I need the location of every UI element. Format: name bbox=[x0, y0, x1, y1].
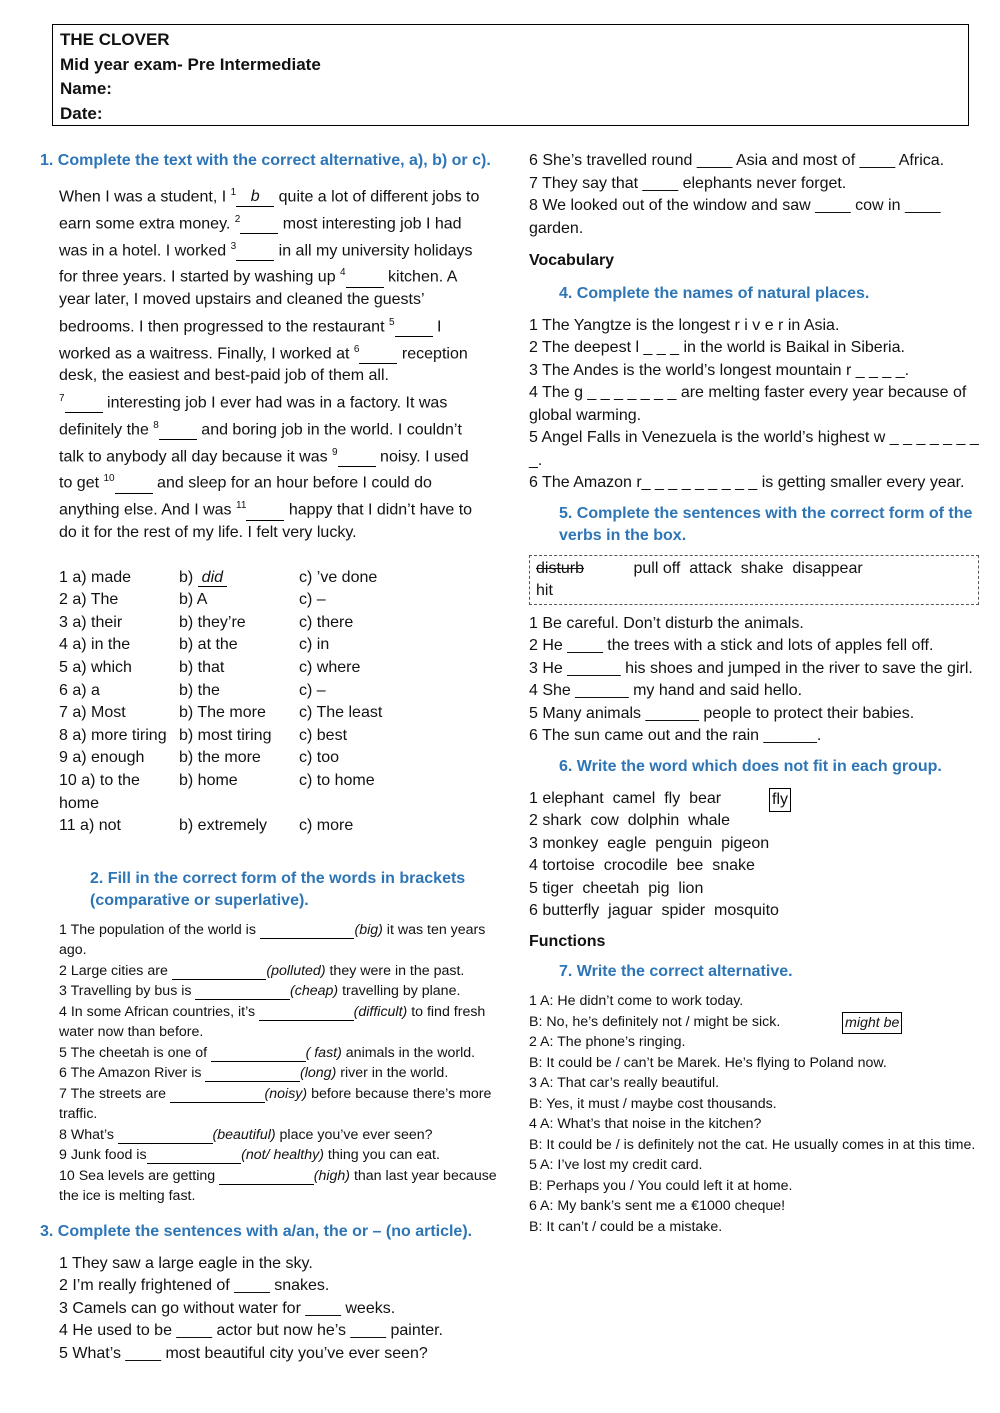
option-c: c) – bbox=[299, 681, 326, 699]
left-column bbox=[40, 150, 510, 1365]
exercise-item: 8 We looked out of the window and saw ____ cow in ____ garden. bbox=[529, 197, 941, 237]
exercise-item: 1 The Yangtze is the longest r i v e r in Asia. bbox=[529, 316, 840, 334]
exercise-item: 7 The streets are (noisy) before because there’s more traffic. bbox=[59, 1085, 492, 1123]
answer: did bbox=[198, 569, 227, 587]
exercise-item: 3 monkey eagle penguin pigeon bbox=[529, 834, 770, 852]
option-b: b) extremely bbox=[179, 817, 268, 835]
verb-list: pull off attack shake disappear bbox=[633, 559, 863, 577]
bracket-hint: (not/ healthy) bbox=[241, 1147, 324, 1164]
section-5-list bbox=[529, 613, 979, 748]
gap-blank bbox=[115, 475, 153, 494]
verb-hit: hit bbox=[536, 581, 553, 599]
exercise-item: 6 butterfly jaguar spider mosquito bbox=[529, 902, 779, 919]
option-c: c) ’ve done bbox=[299, 568, 378, 586]
blank bbox=[147, 1147, 242, 1164]
bracket-hint: (high) bbox=[313, 1167, 350, 1184]
gap-number: 2 bbox=[234, 213, 241, 225]
school-name: THE CLOVER bbox=[60, 30, 170, 49]
option-a: 2 a) The bbox=[59, 591, 119, 609]
bracket-hint: (polluted) bbox=[266, 962, 326, 979]
gap-blank bbox=[346, 269, 384, 288]
blank bbox=[211, 1045, 306, 1062]
option-a: 11 a) not bbox=[59, 817, 121, 835]
gap-number: 7 bbox=[59, 392, 65, 404]
exercise-item: 6 The sun came out and the rain ______. bbox=[529, 727, 822, 744]
option-c: c) to home bbox=[299, 771, 375, 789]
exercise-item: 6 The Amazon r_ _ _ _ _ _ _ _ _ is getting smaller every year. bbox=[529, 474, 965, 491]
gap-number: 8 bbox=[153, 419, 159, 431]
text-line: year later, I moved upstairs and cleaned the guests’ bbox=[59, 291, 425, 309]
section-1-text bbox=[40, 182, 510, 545]
date-label: Date: bbox=[60, 103, 103, 123]
option-row bbox=[59, 747, 510, 770]
gap-blank: b bbox=[236, 188, 274, 207]
section-3-list bbox=[40, 1253, 510, 1366]
exam-header bbox=[52, 24, 969, 126]
option-c: c) there bbox=[299, 613, 354, 631]
gap-number: 9 bbox=[332, 446, 338, 458]
option-c: c) in bbox=[299, 636, 330, 654]
text-line: definitely the $^8$ and boring job in the world. I couldn’t bbox=[59, 419, 462, 439]
gap-number: 11 bbox=[236, 500, 247, 512]
option-a: 8 a) more tiring bbox=[59, 726, 167, 744]
bracket-hint: (noisy) bbox=[264, 1085, 308, 1102]
gap-blank bbox=[65, 394, 103, 413]
text-line: do it for the rest of my life. I felt very lucky. bbox=[59, 524, 357, 542]
exercise-item: B: It could be / can’t be Marek. He’s flying to Poland now. bbox=[529, 1054, 887, 1071]
exercise-item: 6 A: My bank’s sent me a €1000 cheque! bbox=[529, 1198, 786, 1214]
text-line: bedrooms. I then progressed to the restaurant $^5$ I bbox=[59, 316, 442, 336]
option-c: c) – bbox=[299, 591, 326, 609]
blank bbox=[172, 963, 267, 980]
option-c: c) too bbox=[299, 749, 340, 767]
exercise-item: 5 tiger cheetah pig lion bbox=[529, 879, 704, 897]
option-b: b) at the bbox=[179, 636, 238, 654]
exercise-item: 10 Sea levels are getting (high) than last year because the ice is melting fast. bbox=[59, 1167, 497, 1205]
option-b: b) The more bbox=[179, 704, 266, 722]
exercise-item: B: Perhaps you / You could left it at home. bbox=[529, 1177, 793, 1194]
text-line: $^7$ interesting job I ever had was in a factory. It was bbox=[59, 392, 448, 412]
option-row bbox=[59, 725, 510, 748]
exercise-item: 5 The cheetah is one of ( fast) animals in the world. bbox=[59, 1044, 476, 1061]
exercise-item: 6 She’s travelled round ____ Asia and most of ____ Africa. bbox=[529, 152, 945, 169]
section-6-title: 6. Write the word which does not fit in each group. bbox=[559, 757, 942, 775]
option-row bbox=[59, 680, 510, 703]
exercise-item: 7 They say that ____ elephants never forget. bbox=[529, 174, 847, 192]
section-7-list bbox=[529, 991, 979, 1237]
section-1-options bbox=[40, 567, 510, 838]
text-line: desk, the easiest and best-paid job of them all. bbox=[59, 367, 389, 385]
exercise-item: 3 A: That car’s really beautiful. bbox=[529, 1075, 720, 1091]
option-b: b) A bbox=[179, 591, 208, 609]
section-3-list-continued bbox=[529, 150, 979, 240]
blank bbox=[259, 1004, 354, 1021]
option-b: b) the more bbox=[179, 749, 261, 767]
exercise-item: 4 In some African countries, it’s (difficult) to find fresh water now than before. bbox=[59, 1003, 486, 1041]
gap-number: 10 bbox=[103, 473, 115, 485]
option-a: 10 a) to the home bbox=[59, 771, 140, 812]
section-7-title: 7. Write the correct alternative. bbox=[559, 963, 793, 980]
option-a: 5 a) which bbox=[59, 658, 132, 676]
option-row bbox=[59, 612, 510, 635]
name-label: Name: bbox=[60, 79, 112, 98]
gap-blank bbox=[236, 242, 274, 261]
text-line: for three years. I started by washing up $^4$ kitchen. A bbox=[59, 267, 458, 286]
exercise-item: 2 The deepest l _ _ _ in the world is Baikal in Siberia. bbox=[529, 339, 905, 356]
section-4-title: 4. Complete the names of natural places. bbox=[559, 284, 870, 302]
exercise-item: 4 She ______ my hand and said hello. bbox=[529, 682, 803, 699]
exercise-item: 3 Camels can go without water for ____ weeks. bbox=[59, 1299, 396, 1317]
option-row bbox=[59, 815, 510, 838]
option-b: b) they’re bbox=[179, 613, 246, 631]
exercise-item: 1 A: He didn’t come to work today. bbox=[529, 993, 744, 1009]
blank bbox=[260, 922, 355, 939]
exercise-item: B: Yes, it must / maybe cost thousands. bbox=[529, 1095, 777, 1112]
exercise-item: 8 What’s (beautiful) place you’ve ever seen? bbox=[59, 1126, 433, 1143]
option-row bbox=[59, 702, 510, 725]
answer-box: fly bbox=[769, 788, 791, 813]
exercise-item: B: It can’t / could be a mistake. bbox=[529, 1218, 723, 1235]
option-c: c) more bbox=[299, 817, 354, 835]
exercise-item: 2 shark cow dolphin whale bbox=[529, 812, 730, 829]
bracket-hint: (long) bbox=[300, 1065, 337, 1082]
exercise-item: 1 The population of the world is (big) it was ten years ago. bbox=[59, 921, 486, 959]
gap-blank bbox=[359, 345, 397, 364]
exercise-item: 2 Large cities are (polluted) they were in the past. bbox=[59, 962, 465, 979]
verb-struck: disturb bbox=[536, 559, 585, 577]
exercise-item: 4 The g _ _ _ _ _ _ _ are melting faster every year because of global warming. bbox=[529, 384, 967, 424]
text-line: earn some extra money. $^2$ most interesting job I had bbox=[59, 213, 462, 233]
gap-number: 4 bbox=[340, 267, 346, 279]
bracket-hint: (cheap) bbox=[290, 983, 339, 1000]
exercise-item: 9 Junk food is (not/ healthy) thing you can eat. bbox=[59, 1147, 440, 1164]
gap-blank bbox=[338, 448, 376, 467]
option-b: b) home bbox=[179, 771, 238, 789]
option-b: b) that bbox=[179, 658, 225, 676]
exercise-item: 5 Angel Falls in Venezuela is the world’s highest w _ _ _ _ _ _ _ _. bbox=[529, 429, 979, 469]
option-c: c) The least bbox=[299, 704, 383, 722]
blank bbox=[219, 1168, 314, 1185]
option-a: 7 a) Most bbox=[59, 704, 126, 722]
option-a: 9 a) enough bbox=[59, 749, 145, 767]
bracket-hint: (beautiful) bbox=[212, 1126, 276, 1143]
blank bbox=[170, 1086, 265, 1103]
text-line: talk to anybody all day because it was $^9$ noisy. I used bbox=[59, 446, 469, 465]
option-row bbox=[59, 634, 510, 657]
option-row bbox=[59, 657, 510, 680]
section-3-title: 3. Complete the sentences with a/an, the or – (no article). bbox=[40, 1222, 473, 1240]
exam-title: Mid year exam- Pre Intermediate bbox=[60, 54, 321, 74]
text-line: When I was a student, I $^1$ b quite a lot of different jobs to bbox=[59, 187, 480, 206]
exercise-item: 3 Travelling by bus is (cheap) travelling by plane. bbox=[59, 983, 461, 1000]
option-a: 1 a) made bbox=[59, 568, 132, 586]
gap-number: 3 bbox=[230, 240, 237, 252]
gap-blank bbox=[159, 421, 197, 440]
bracket-hint: (difficult) bbox=[353, 1003, 408, 1020]
exercise-item: 2 I’m really frightened of ____ snakes. bbox=[59, 1277, 330, 1295]
exercise-item: 1 Be careful. Don’t disturb the animals. bbox=[529, 614, 804, 632]
exercise-item: 3 He ______ his shoes and jumped in the river to save the girl. bbox=[529, 659, 973, 677]
functions-heading: Functions bbox=[529, 932, 606, 950]
right-column bbox=[529, 150, 979, 1237]
section-5-title: 5. Complete the sentences with the correct form of the verbs in the box. bbox=[559, 504, 973, 544]
section-1-title: 1. Complete the text with the correct alternative, a), b) or c). bbox=[40, 152, 491, 169]
text-line: was in a hotel. I worked $^3$ in all my university holidays bbox=[59, 240, 473, 259]
vocabulary-heading: Vocabulary bbox=[529, 252, 615, 269]
bracket-hint: ( fast) bbox=[305, 1044, 342, 1061]
option-row bbox=[59, 589, 510, 612]
blank bbox=[118, 1127, 213, 1144]
option-c: c) best bbox=[299, 726, 348, 744]
section-6-list bbox=[529, 788, 979, 923]
option-a: 4 a) in the bbox=[59, 636, 131, 654]
exercise-item: B: No, he’s definitely not / might be sick. might be bbox=[529, 1012, 979, 1033]
exercise-item: 3 The Andes is the world’s longest mountain r _ _ _ _. bbox=[529, 361, 910, 379]
section-2-title: 2. Fill in the correct form of the words in brackets (comparative or superlative). bbox=[90, 869, 466, 909]
bracket-hint: (big) bbox=[354, 921, 383, 938]
blank bbox=[205, 1065, 300, 1082]
option-row bbox=[59, 770, 510, 815]
verb-box bbox=[529, 555, 979, 605]
exercise-item: 4 A: What’s that noise in the kitchen? bbox=[529, 1116, 762, 1132]
option-b: b) did bbox=[179, 567, 299, 590]
blank bbox=[195, 983, 290, 1000]
section-4-list bbox=[529, 315, 979, 495]
exercise-item: 5 Many animals ______ people to protect their babies. bbox=[529, 704, 915, 722]
option-row bbox=[59, 567, 510, 590]
exercise-item: 2 He ____ the trees with a stick and lots of apples fell off. bbox=[529, 637, 934, 654]
exercise-item: 4 tortoise crocodile bee snake bbox=[529, 857, 755, 874]
gap-number: 6 bbox=[353, 343, 360, 355]
exercise-item: 6 The Amazon River is (long) river in the world. bbox=[59, 1065, 449, 1082]
option-b: b) most tiring bbox=[179, 726, 272, 744]
option-a: 6 a) a bbox=[59, 681, 100, 699]
exercise-item: 5 What’s ____ most beautiful city you’ve ever seen? bbox=[59, 1344, 428, 1362]
option-c: c) where bbox=[299, 658, 361, 676]
text-line: anything else. And I was $^{11}$ happy that I didn’t have to bbox=[59, 500, 473, 519]
exercise-item: B: It could be / is definitely not the cat. He usually comes in at this time. bbox=[529, 1136, 976, 1153]
exercise-item: 1 They saw a large eagle in the sky. bbox=[59, 1254, 313, 1272]
option-b: b) the bbox=[179, 681, 220, 699]
exercise-item: 1 elephant camel fly bear fly bbox=[529, 788, 979, 811]
exercise-item: 4 He used to be ____ actor but now he’s ____ painter. bbox=[59, 1322, 443, 1340]
text-line: to get $^{10}$ and sleep for an hour before I could do bbox=[59, 473, 432, 492]
gap-number: 5 bbox=[388, 316, 395, 328]
option-a: 3 a) their bbox=[59, 613, 123, 631]
gap-blank bbox=[395, 318, 433, 337]
exercise-item: 5 A: I’ve lost my credit card. bbox=[529, 1157, 703, 1173]
gap-number: 1 bbox=[230, 187, 237, 198]
gap-blank bbox=[246, 502, 284, 521]
gap-blank bbox=[240, 215, 278, 234]
text-line: worked as a waitress. Finally, I worked at $^6$ reception bbox=[59, 343, 468, 362]
section-2-list bbox=[40, 920, 510, 1207]
exercise-item: 2 A: The phone’s ringing. bbox=[529, 1034, 686, 1050]
answer-box: might be bbox=[842, 1012, 902, 1035]
